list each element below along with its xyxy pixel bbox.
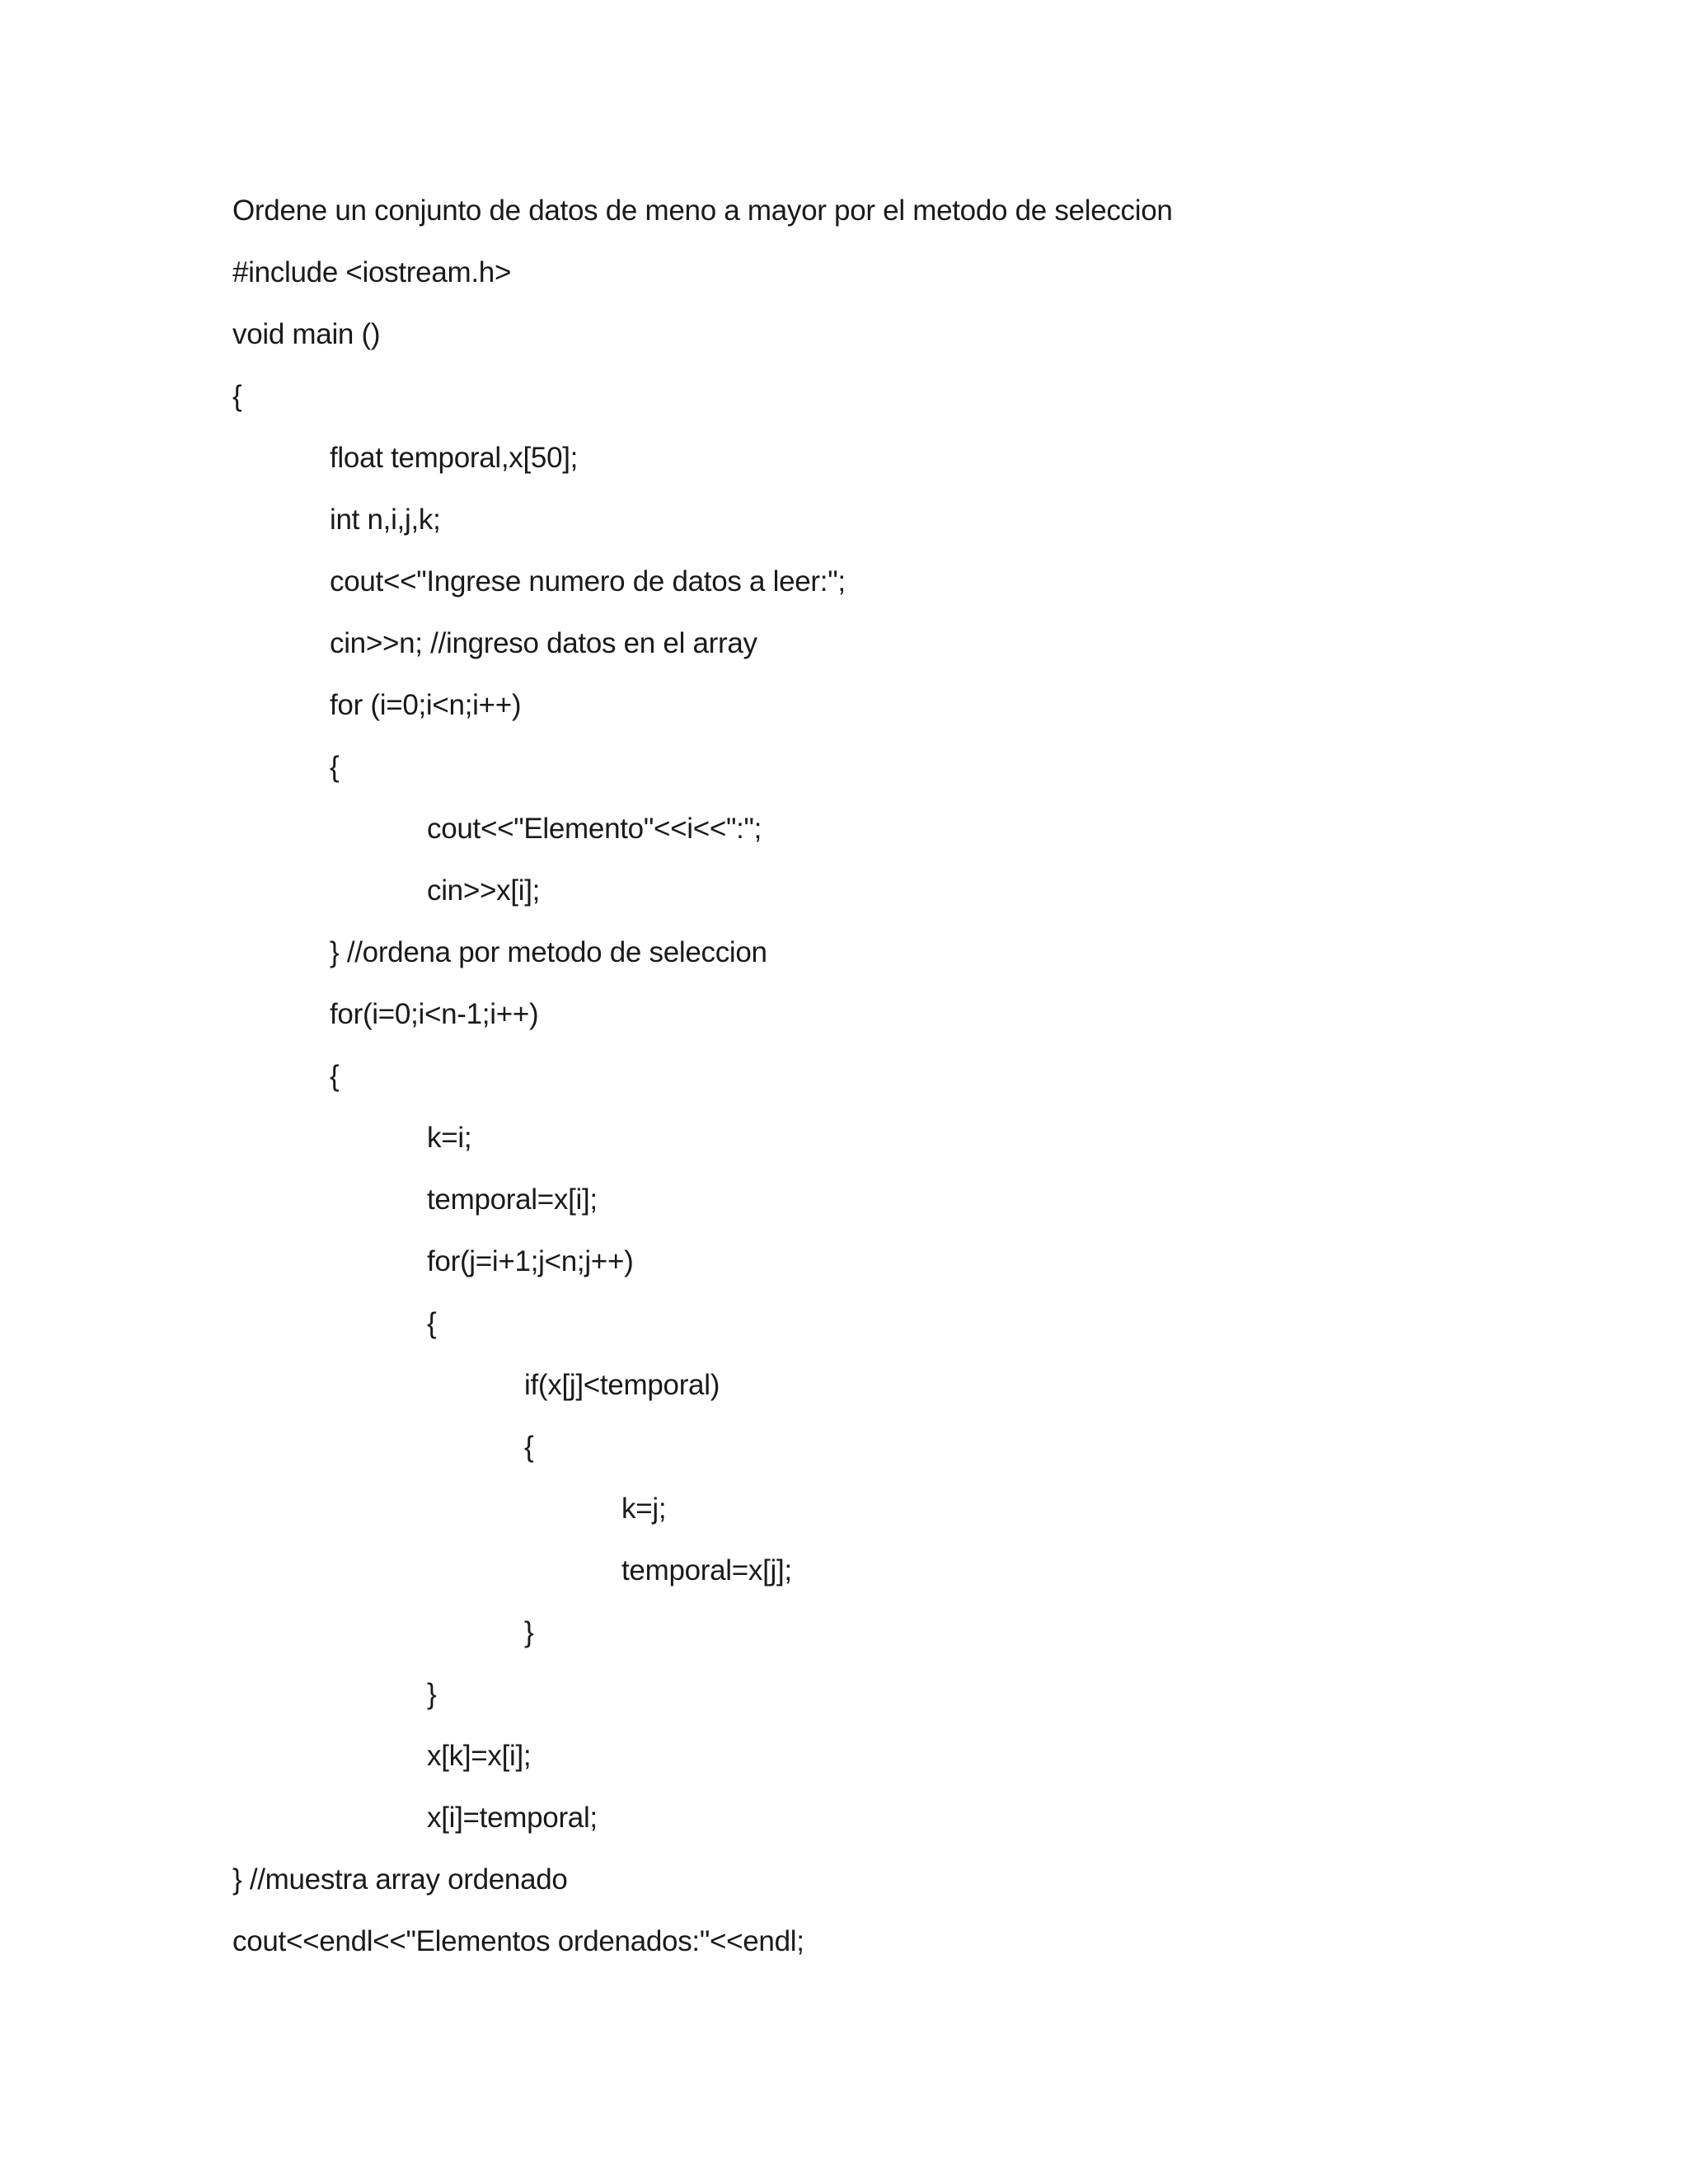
code-line: cin>>n; //ingreso datos en el array	[330, 627, 757, 659]
code-line: cout<<"Elemento"<<i<<":";	[427, 813, 762, 845]
code-line: {	[524, 1431, 534, 1463]
code-line: for(j=i+1;j<n;j++)	[427, 1245, 634, 1277]
code-line: #include <iostream.h>	[232, 256, 512, 288]
code-line: cout<<"Ingrese numero de datos a leer:";	[330, 565, 846, 598]
code-line: x[k]=x[i];	[427, 1740, 532, 1772]
code-line: {	[330, 751, 340, 783]
code-line: {	[232, 380, 242, 412]
code-line: }	[427, 1678, 437, 1710]
code-line: } //ordena por metodo de seleccion	[330, 936, 767, 968]
document-body	[232, 188, 1551, 1980]
code-line: cout<<endl<<"Elementos ordenados:"<<endl;	[232, 1925, 804, 1957]
code-line: if(x[j]<temporal)	[524, 1369, 720, 1401]
code-line: } //muestra array ordenado	[232, 1863, 568, 1896]
code-line: {	[330, 1060, 340, 1092]
code-line: for (i=0;i<n;i++)	[330, 689, 522, 721]
code-line: }	[524, 1616, 534, 1648]
code-line: for(i=0;i<n-1;i++)	[330, 998, 539, 1030]
code-line: temporal=x[j];	[621, 1554, 792, 1586]
code-line: void main ()	[232, 318, 381, 350]
code-line: k=i;	[427, 1122, 472, 1154]
code-line: cin>>x[i];	[427, 874, 541, 907]
document-heading: Ordene un conjunto de datos de meno a mayor por el metodo de seleccion	[232, 194, 1173, 227]
code-line: k=j;	[621, 1493, 667, 1525]
code-line: x[i]=temporal;	[427, 1802, 598, 1834]
code-line: {	[427, 1307, 437, 1339]
code-line: temporal=x[i];	[427, 1183, 598, 1216]
code-line: int n,i,j,k;	[330, 504, 441, 536]
code-line: float temporal,x[50];	[330, 442, 579, 474]
